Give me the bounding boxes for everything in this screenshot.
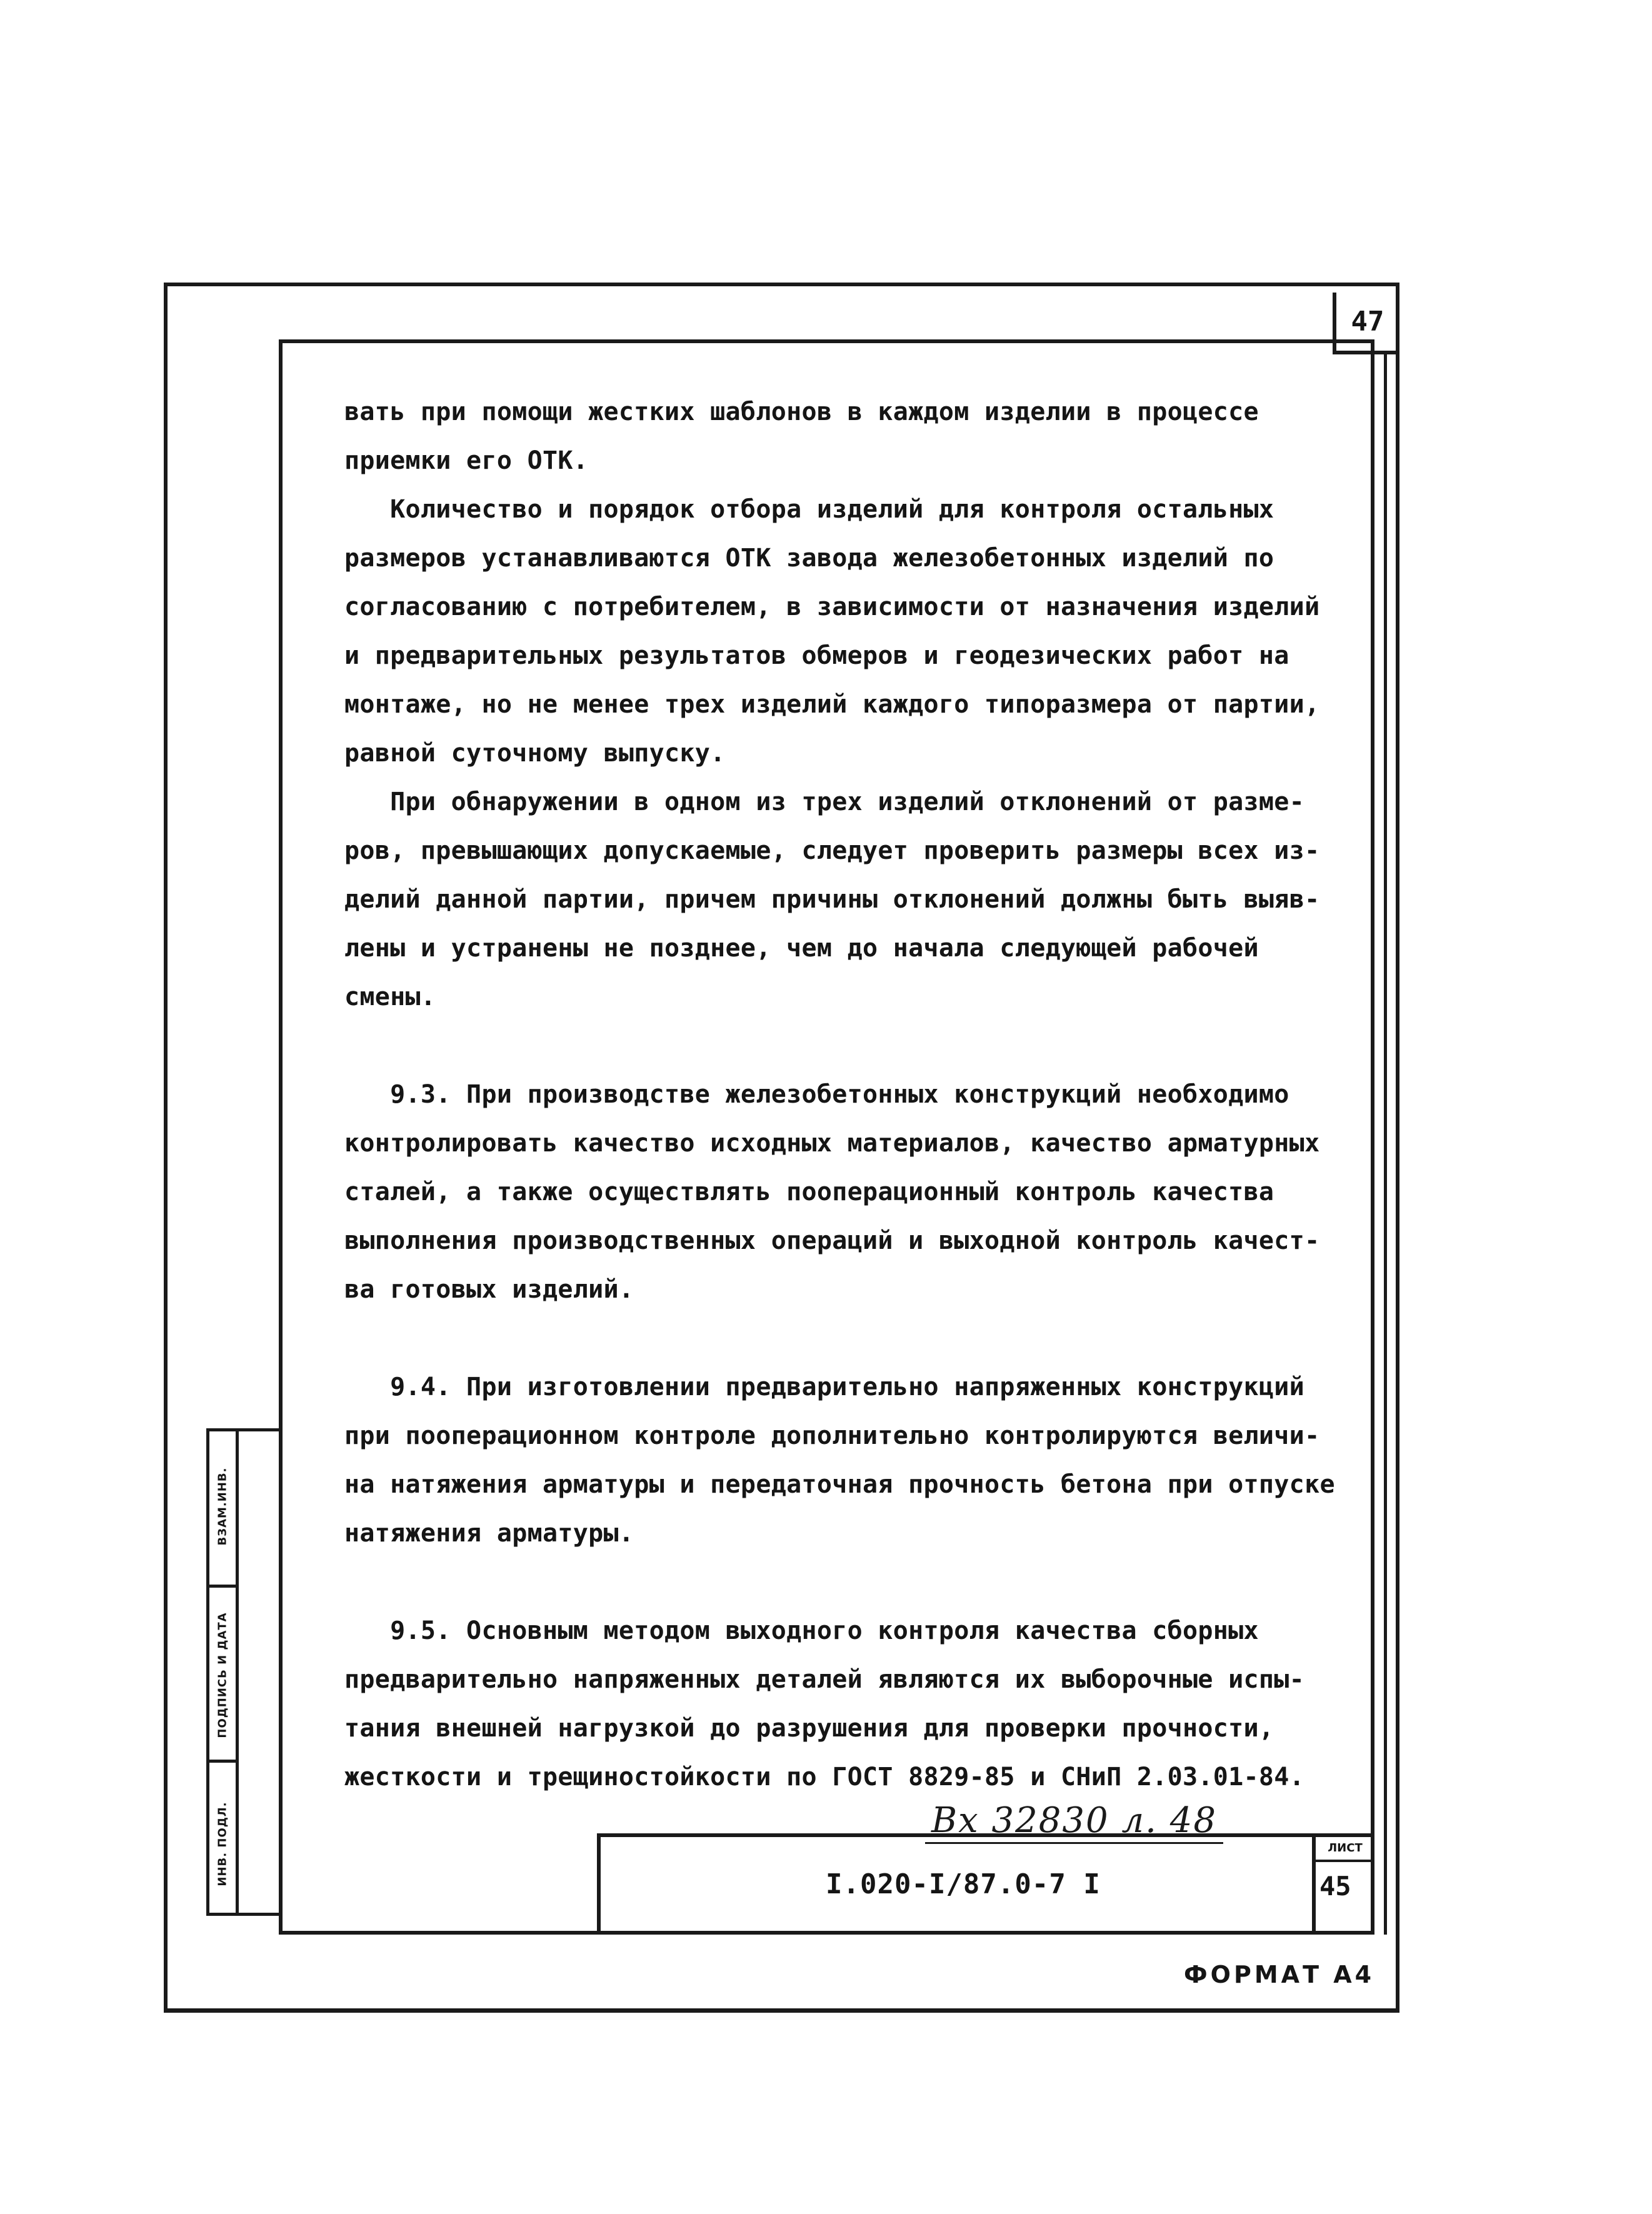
- text-line: 9.5. Основным методом выходного контроля качества сборных: [344, 1616, 1259, 1645]
- text-line: контролировать качество исходных материалов, качество арматурных: [344, 1129, 1320, 1158]
- sheet-label: ЛИСТ: [1316, 1837, 1374, 1862]
- stamp-label-signature-date: ПОДПИСЬ И ДАТА: [216, 1612, 229, 1738]
- paragraph-9-4: [344, 1363, 1344, 1558]
- text-line: 9.3. При производстве железобетонных конструкций необходимо: [344, 1080, 1289, 1109]
- text-line: при пооперационном контроле дополнительно контролируются величи-: [344, 1421, 1320, 1450]
- text-line: жесткости и трещиностойкости по ГОСТ 8829-85 и СНиП 2.03.01-84.: [344, 1763, 1305, 1791]
- stamp-divider: [209, 1760, 236, 1763]
- text-line: равной суточному выпуску.: [344, 739, 726, 768]
- text-line: вать при помощи жестких шаблонов в каждом изделии в процессе: [344, 398, 1259, 426]
- paragraph-3: [344, 778, 1344, 1021]
- stamp-divider: [209, 1585, 236, 1588]
- sheet-cell: [1312, 1837, 1374, 1935]
- text-line: предварительно напряженных деталей являются их выборочные испы-: [344, 1665, 1305, 1694]
- frame-double-line: [1384, 354, 1387, 1935]
- sheet-number-top: 47: [1333, 293, 1399, 354]
- stamp-label-original-inventory: ИНВ. ПОДЛ.: [216, 1801, 229, 1886]
- text-line: на натяжения арматуры и передаточная прочность бетона при отпуске: [344, 1470, 1335, 1499]
- paragraph-9-5: [344, 1606, 1344, 1801]
- document-designation: I.020-I/87.0-7 I: [826, 1868, 1101, 1900]
- text-line: смены.: [344, 983, 436, 1011]
- text-line: сталей, а также осуществлять пооперационный контроль качества: [344, 1178, 1274, 1206]
- paragraph-1: [344, 388, 1344, 485]
- text-line: натяжения арматуры.: [344, 1519, 634, 1548]
- text-line: лены и устранены не позднее, чем до начала следующей рабочей: [344, 934, 1259, 963]
- text-line: Количество и порядок отбора изделий для контроля остальных: [344, 495, 1274, 524]
- text-line: согласованию с потребителем, в зависимости от назначения изделий: [344, 593, 1320, 621]
- handwritten-registration-note: Вх 32830 л. 48: [925, 1800, 1223, 1844]
- text-line: и предварительных результатов обмеров и геодезических работ на: [344, 641, 1289, 670]
- paragraph-2: [344, 485, 1344, 778]
- paragraph-9-3: [344, 1070, 1344, 1314]
- stamp-label-substitution: ВЗАМ.ИНВ.: [216, 1467, 229, 1546]
- text-line: ва готовых изделий.: [344, 1275, 634, 1304]
- side-stamp: [206, 1428, 239, 1916]
- text-line: выполнения производственных операций и выходной контроль качест-: [344, 1226, 1320, 1255]
- sheet-number: 45: [1319, 1871, 1351, 1901]
- text-line: ров, превышающих допускаемые, следует проверить размеры всех из-: [344, 836, 1320, 865]
- title-block: [597, 1833, 1374, 1935]
- text-line: делий данной партии, причем причины отклонений должны быть выяв-: [344, 885, 1320, 914]
- side-stamp-fields: [238, 1428, 279, 1916]
- text-line: размеров устанавливаются ОТК завода железобетонных изделий по: [344, 544, 1274, 573]
- text-line: При обнаружении в одном из трех изделий отклонений от разме-: [344, 788, 1305, 816]
- text-line: монтаже, но не менее трех изделий каждого типоразмера от партии,: [344, 690, 1320, 719]
- text-line: тания внешней нагрузкой до разрушения для проверки прочности,: [344, 1714, 1274, 1743]
- text-line: приемки его ОТК.: [344, 446, 589, 475]
- text-line: 9.4. При изготовлении предварительно напряженных конструкций: [344, 1373, 1305, 1401]
- format-label: ФОРМАТ А4: [1184, 1961, 1375, 1988]
